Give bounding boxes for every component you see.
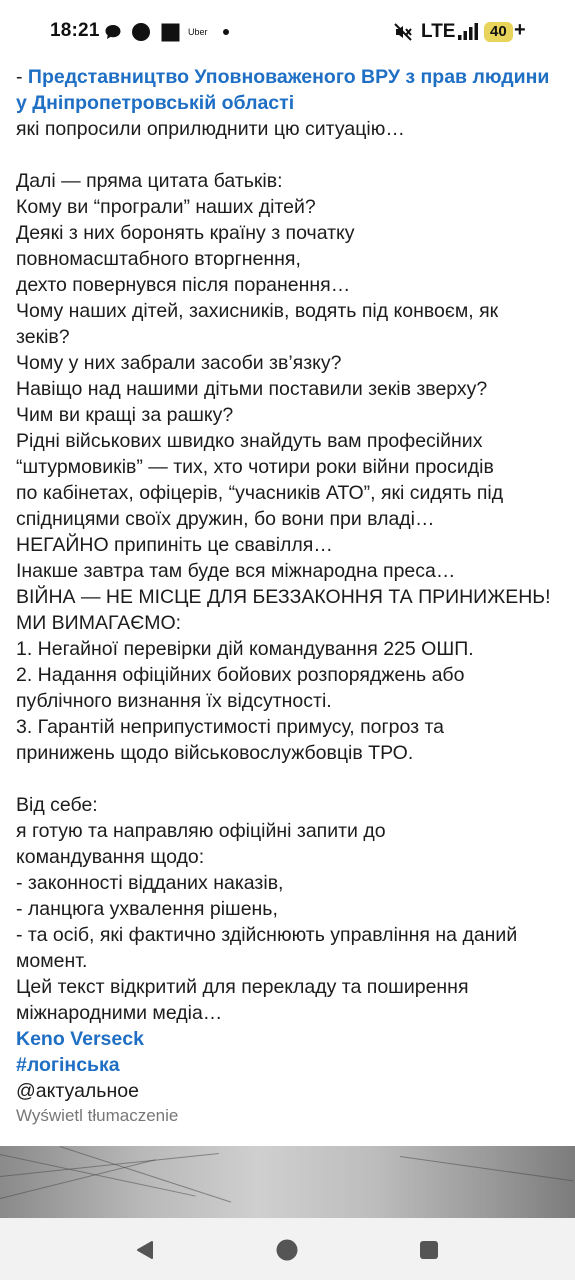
media-thumbnail[interactable]: [0, 1146, 575, 1218]
post-line-text: НЕГАЙНО припиніть це свавілля…: [16, 534, 333, 556]
post-line-text: Чому у них забрали засоби зв’язку?: [16, 352, 342, 374]
post-line: [16, 272, 562, 298]
post-line: [16, 870, 562, 896]
post-line: [16, 480, 562, 506]
post-line-text: -: [16, 66, 28, 88]
post-line: [16, 1026, 562, 1052]
post-line: [16, 922, 562, 948]
post-line: [16, 194, 562, 220]
post-line-text: Далі — пряма цитата батьків:: [16, 170, 283, 192]
battery-level: 40: [484, 22, 513, 42]
post-line-text: я готую та направляю офіційні запити до: [16, 820, 386, 842]
post-line: [16, 376, 562, 402]
post-line: [16, 792, 562, 818]
post-line: [16, 1000, 562, 1026]
post-line: [16, 506, 562, 532]
post-line-text: 2. Надання офіційних бойових розпоряджень або: [16, 664, 465, 686]
post-line-text: ВІЙНА — НЕ МІСЦЕ ДЛЯ БЕЗЗАКОННЯ ТА ПРИНИЖЕНЬ!: [16, 586, 551, 608]
post-line: [16, 532, 562, 558]
uber-app-icon: Uber: [188, 27, 208, 37]
post-line-text: дехто повернувся після поранення…: [16, 274, 351, 296]
post-line: [16, 818, 562, 844]
post-line: [16, 662, 562, 688]
post-link[interactable]: Keno Verseck: [16, 1028, 144, 1050]
status-time: 18:21: [50, 20, 100, 41]
post-line: [16, 688, 562, 714]
square-icon: [159, 20, 181, 44]
post-line-text: 1. Негайної перевірки дій командування 225 ОШП.: [16, 638, 474, 660]
post-line-text: - ланцюга ухвалення рішень,: [16, 898, 278, 920]
post-line-text: - та осіб, які фактично здійснюють управління на даний: [16, 924, 518, 946]
post-line-text: спідницями своїх дружин, бо вони при владі…: [16, 508, 435, 530]
post-line: [16, 428, 562, 454]
post-line: [16, 844, 562, 870]
post-line-text: повномасштабного вторгнення,: [16, 248, 301, 270]
post-line-text: Чому наших дітей, захисників, водять під конвоєм, як: [16, 300, 499, 322]
post-line: [16, 454, 562, 480]
signal-icon: [456, 20, 480, 44]
post-line-text: командування щодо:: [16, 846, 205, 868]
post-line-text: Рідні військових швидко знайдуть вам професійних: [16, 430, 483, 452]
post-line: [16, 636, 562, 662]
post-line: [16, 298, 562, 324]
post-line-text: Від себе:: [16, 794, 98, 816]
status-bar: [0, 0, 575, 66]
circle-icon: [130, 20, 152, 44]
post-line: [16, 350, 562, 376]
mute-icon: [392, 20, 414, 44]
post-line: [16, 714, 562, 740]
post-line: [16, 948, 562, 974]
show-translation-button[interactable]: Wyświetl tłumaczenie: [16, 1106, 179, 1125]
post-line: [16, 220, 562, 246]
post-link[interactable]: #логінська: [16, 1054, 120, 1076]
post-line-text: 3. Гарантій неприпустимості примусу, погроз та: [16, 716, 445, 738]
post-line-text: Кому ви “програли” наших дітей?: [16, 196, 316, 218]
post-line-text: міжнародними медіа…: [16, 1002, 223, 1024]
post-line-text: “штурмовиків” — тих, хто чотири роки війни просидів: [16, 456, 494, 478]
post-line: [16, 610, 562, 636]
post-line: [16, 558, 562, 584]
post-line: [16, 1078, 562, 1104]
post-line: [16, 116, 562, 142]
post-line: [16, 584, 562, 610]
post-line: [16, 402, 562, 428]
post-link[interactable]: Представництво Уповноваженого ВРУ з прав людини: [27, 66, 550, 88]
post-line-text: Цей текст відкритий для перекладу та поширення: [16, 976, 469, 998]
post-line-text: Інакше завтра там буде вся міжнародна преса…: [16, 560, 456, 582]
post-line: [16, 324, 562, 350]
post-line: [16, 142, 562, 168]
post-line: [16, 896, 562, 922]
post-text: [16, 64, 562, 1104]
post-line: [16, 246, 562, 272]
battery-charging-indicator: +: [514, 19, 526, 41]
post-line-text: Чим ви кращі за рашку?: [16, 404, 234, 426]
post-line-text: принижень щодо військовослужбовців ТРО.: [16, 742, 414, 764]
dot-icon: [221, 20, 231, 44]
recents-square-icon[interactable]: [411, 1232, 447, 1268]
post-line-text: @актуальное: [16, 1080, 139, 1102]
home-circle-icon[interactable]: [269, 1232, 305, 1268]
post-line-text: МИ ВИМАГАЄМО:: [16, 612, 182, 634]
network-type: LTE: [421, 21, 456, 42]
post-line-text: по кабінетах, офіцерів, “учасників АТО”, які сидять під: [16, 482, 504, 504]
post-line-text: - законності відданих наказів,: [16, 872, 284, 894]
post-line-text: які попросили оприлюднити цю ситуацію…: [16, 118, 405, 140]
post-line: [16, 766, 562, 792]
post-link[interactable]: у Дніпропетровській області: [16, 92, 295, 114]
post-line-text: Навіщо над нашими дітьми поставили зеків зверху?: [16, 378, 488, 400]
post-line: [16, 168, 562, 194]
chat-bubble-icon: [103, 20, 123, 44]
post-line: [16, 1052, 562, 1078]
post-line-text: Деякі з них боронять країну з початку: [16, 222, 355, 244]
post-line: [16, 974, 562, 1000]
post-line: [16, 64, 562, 90]
navigation-bar: [0, 1218, 575, 1280]
post-line-text: публічного визнання їх відсутності.: [16, 690, 332, 712]
post-line: [16, 90, 562, 116]
post-line-text: зеків?: [16, 326, 70, 348]
post-line: [16, 740, 562, 766]
back-triangle-icon[interactable]: [127, 1232, 163, 1268]
post-line-text: момент.: [16, 950, 88, 972]
